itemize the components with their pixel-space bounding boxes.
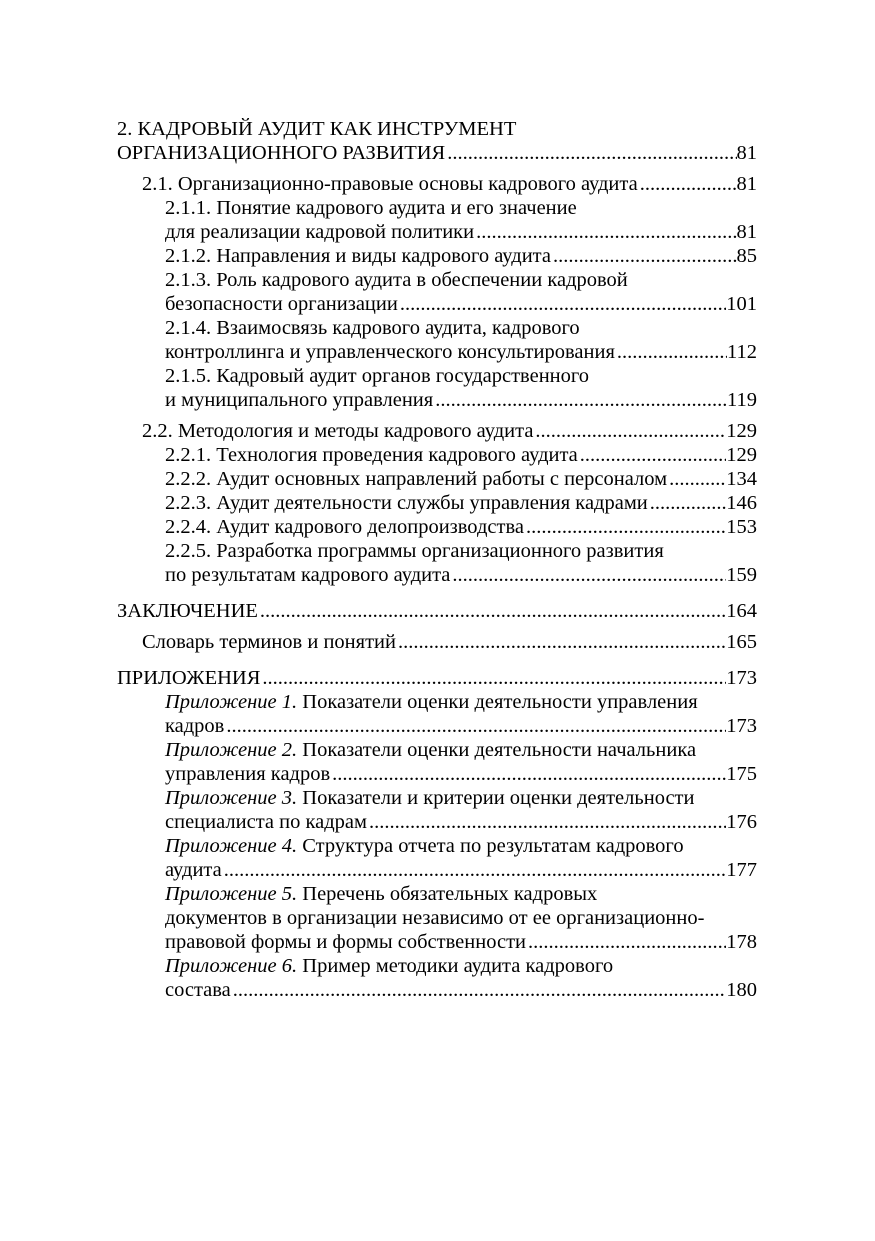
- page-number: 177: [726, 859, 757, 881]
- toc-entry-title-cont: и муниципального управления: [165, 389, 434, 411]
- leader-dots: [224, 714, 726, 738]
- leader-dots: [260, 666, 726, 690]
- toc-entry-appendix-5[interactable]: [117, 882, 757, 954]
- toc-entry-title: 2.1.2. Направления и виды кадрового аудита: [165, 245, 551, 267]
- leader-dots: [474, 220, 736, 244]
- toc-entry-title: 2.1. Организационно-правовые основы кадрового аудита: [142, 173, 638, 195]
- leader-dots: [222, 858, 727, 882]
- toc-entry-appendix-1[interactable]: [117, 690, 757, 738]
- toc-entry-title-cont: аудита: [165, 859, 222, 881]
- toc-entry-appendix-3[interactable]: [117, 786, 757, 834]
- toc-entry-2-2-5[interactable]: [117, 539, 757, 587]
- appendix-label: Приложение 4.: [165, 835, 298, 857]
- toc-entry-title: Словарь терминов и понятий: [142, 631, 396, 653]
- toc-entry-title-cont: документов в организации независимо от ее организационно-: [165, 907, 705, 929]
- toc-entry-title: 2.2.3. Аудит деятельности службы управления кадрами: [165, 492, 648, 514]
- leader-dots: [433, 388, 727, 412]
- toc-entry-title: Пример методики аудита кадрового: [297, 955, 614, 977]
- toc-entry-title: Показатели оценки деятельности начальника: [297, 739, 697, 761]
- leader-dots: [231, 978, 726, 1002]
- toc-entry-title: Перечень обязательных кадровых: [297, 883, 598, 905]
- toc-entry-title-cont: безопасности организации: [165, 293, 398, 315]
- toc-entry-title: Показатели и критерии оценки деятельности: [297, 787, 695, 809]
- toc-entry-2-2-2[interactable]: [117, 467, 757, 491]
- toc-entry-title-cont: по результатам кадрового аудита: [165, 564, 451, 586]
- appendix-label: Приложение 2.: [165, 739, 298, 761]
- toc-entry-appendices[interactable]: [117, 666, 757, 690]
- toc-entry-title: ПРИЛОЖЕНИЯ: [117, 667, 261, 689]
- toc-entry-2-2-3[interactable]: [117, 491, 757, 515]
- toc-entry-title-cont: для реализации кадровой политики: [165, 221, 475, 243]
- toc-entry-2-1-2[interactable]: [117, 244, 757, 268]
- page-number: 180: [726, 979, 757, 1001]
- toc-entry-title: Показатели оценки деятельности управления: [297, 691, 698, 713]
- toc-entry-appendix-4[interactable]: [117, 834, 757, 882]
- toc-entry-title: 2.1.4. Взаимосвязь кадрового аудита, кадрового: [165, 317, 580, 339]
- page-number: 159: [726, 564, 757, 586]
- page-number: 178: [726, 931, 757, 953]
- page-number: 129: [726, 444, 757, 466]
- page-number: 153: [726, 516, 757, 538]
- toc-entry-title-cont: состава: [165, 979, 231, 1001]
- toc-entry-conclusion[interactable]: [117, 599, 757, 623]
- leader-dots: [615, 340, 727, 364]
- leader-dots: [445, 141, 736, 165]
- toc-entry-chapter-2[interactable]: [117, 117, 757, 165]
- toc-entry-title-cont: кадров: [165, 715, 225, 737]
- toc-entry-title: 2. КАДРОВЫЙ АУДИТ КАК ИНСТРУМЕНТ: [117, 118, 517, 140]
- toc-entry-title: 2.2.2. Аудит основных направлений работы с персоналом: [165, 468, 668, 490]
- toc-entry-title-cont: специалиста по кадрам: [165, 811, 367, 833]
- toc-entry-2-1-3[interactable]: [117, 268, 757, 316]
- appendix-label: Приложение 3.: [165, 787, 298, 809]
- toc-entry-appendix-6[interactable]: [117, 954, 757, 1002]
- toc-entry-2-1[interactable]: [117, 172, 757, 196]
- page-number: 146: [726, 492, 757, 514]
- appendix-label: Приложение 1.: [165, 691, 298, 713]
- toc-entry-title: 2.2. Методология и методы кадрового аудита: [142, 420, 534, 442]
- page-number: 176: [726, 811, 757, 833]
- leader-dots: [551, 244, 737, 268]
- page-number: 119: [727, 389, 757, 411]
- page-number: 175: [726, 763, 757, 785]
- appendix-label: Приложение 6.: [165, 955, 298, 977]
- leader-dots: [524, 515, 726, 539]
- toc-entry-2-2[interactable]: [117, 419, 757, 443]
- toc-entry-2-2-1[interactable]: [117, 443, 757, 467]
- leader-dots: [450, 563, 726, 587]
- leader-dots: [533, 419, 726, 443]
- toc-entry-title: 2.2.5. Разработка программы организационного развития: [165, 540, 664, 562]
- page-number: 85: [736, 245, 757, 267]
- toc-entry-title: 2.2.1. Технология проведения кадрового аудита: [165, 444, 578, 466]
- toc-entry-glossary[interactable]: [117, 630, 757, 654]
- page-number: 164: [726, 600, 757, 622]
- page-number: 112: [727, 341, 757, 363]
- page-number: 165: [726, 631, 757, 653]
- toc-entry-2-2-4[interactable]: [117, 515, 757, 539]
- toc-entry-title: ЗАКЛЮЧЕНИЕ: [117, 600, 258, 622]
- toc-entry-title: 2.1.1. Понятие кадрового аудита и его значение: [165, 197, 577, 219]
- leader-dots: [667, 467, 726, 491]
- leader-dots: [330, 762, 726, 786]
- toc-entry-title-cont: правовой формы и формы собственности: [165, 931, 527, 953]
- table-of-contents: [117, 117, 757, 1002]
- appendix-label: Приложение 5.: [165, 883, 298, 905]
- page-number: 81: [736, 173, 757, 195]
- page-number: 173: [726, 667, 757, 689]
- toc-entry-2-1-4[interactable]: [117, 316, 757, 364]
- toc-entry-title-cont: контроллинга и управленческого консультирования: [165, 341, 615, 363]
- leader-dots: [398, 292, 726, 316]
- leader-dots: [258, 599, 726, 623]
- toc-entry-title-cont: управления кадров: [165, 763, 331, 785]
- page-number: 129: [726, 420, 757, 442]
- toc-entry-2-1-1[interactable]: [117, 196, 757, 244]
- leader-dots: [526, 930, 726, 954]
- toc-entry-appendix-2[interactable]: [117, 738, 757, 786]
- page-number: 81: [736, 221, 757, 243]
- leader-dots: [578, 443, 726, 467]
- toc-entry-title: 2.1.5. Кадровый аудит органов государственного: [165, 365, 590, 387]
- toc-entry-title: 2.2.4. Аудит кадрового делопроизводства: [165, 516, 524, 538]
- toc-entry-title: 2.1.3. Роль кадрового аудита в обеспечении кадровой: [165, 269, 628, 291]
- page-number: 134: [726, 468, 757, 490]
- page-number: 101: [726, 293, 757, 315]
- page-number: 81: [736, 142, 757, 164]
- leader-dots: [396, 630, 726, 654]
- page-number: 173: [726, 715, 757, 737]
- leader-dots: [367, 810, 726, 834]
- leader-dots: [638, 172, 737, 196]
- leader-dots: [648, 491, 726, 515]
- toc-entry-title: Структура отчета по результатам кадрового: [297, 835, 684, 857]
- toc-entry-title-cont: ОРГАНИЗАЦИОННОГО РАЗВИТИЯ: [117, 142, 446, 164]
- toc-entry-2-1-5[interactable]: [117, 364, 757, 412]
